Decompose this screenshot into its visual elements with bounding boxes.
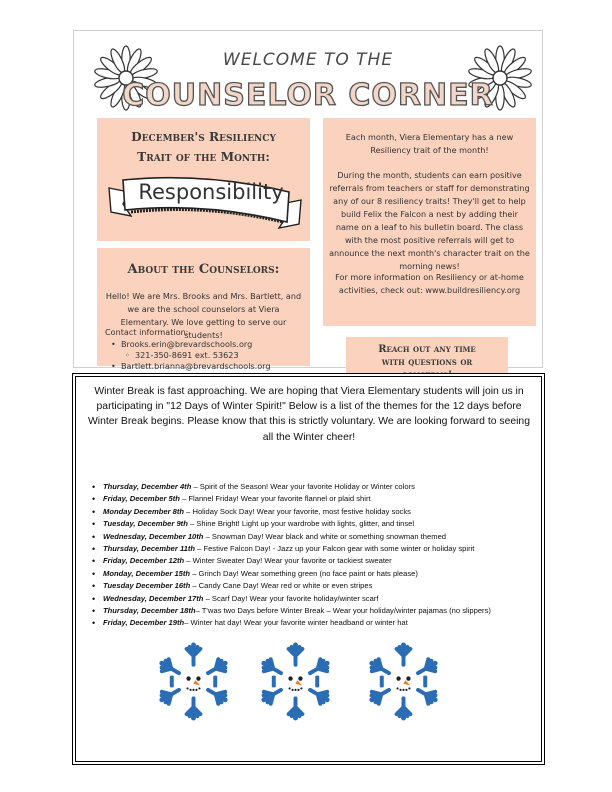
theme-description: – Scarf Day! Wear your favorite holiday/winter scarf — [203, 593, 379, 603]
theme-day: Thursday, December 4th — [103, 482, 192, 491]
theme-item — [91, 593, 537, 605]
theme-item — [91, 493, 537, 505]
theme-list — [91, 481, 537, 630]
contact-email[interactable]: • Bartlett.brianna@brevardschools.org — [109, 361, 309, 372]
resiliency-more-info: For more information on Resiliency or at-home activities, check out: www.buildresiliency.org — [335, 272, 524, 295]
contact-email[interactable]: • Brooks.erin@brevardschools.org — [109, 339, 309, 350]
theme-item — [91, 531, 537, 543]
theme-item — [91, 605, 537, 617]
winter-spirit-panel — [72, 373, 545, 765]
theme-description: – Festive Falcon Day! - Jazz up your Falcon gear with some winter or holiday spirit — [195, 544, 475, 554]
contact-label: Contact information: — [105, 327, 189, 337]
about-counselors-box — [97, 248, 310, 371]
trait-word: Responsibility — [138, 180, 284, 204]
trait-heading — [97, 127, 310, 167]
theme-day: Tuesday December 16th — [103, 581, 191, 591]
theme-item — [91, 555, 537, 567]
theme-description: – T'was two Days before Winter Break – Wear your holiday/winter pajamas (no slippers) — [195, 606, 491, 616]
about-text: Hello! We are Mrs. Brooks and Mrs. Bartlett, and we are the school counselors at Viera Elementary. We love getting to serve our students! — [105, 291, 302, 340]
theme-description: – Snowman Day! Wear black and white or something snowman themed — [203, 531, 447, 541]
page-title: COUNSELOR CORNER — [122, 78, 494, 113]
theme-item — [91, 506, 537, 518]
counselor-corner-newsletter — [73, 30, 543, 371]
contact-phone: ◦ 321-350-8691 ext. 53623 — [109, 350, 309, 361]
trait-heading-line1: December's Resiliency — [131, 130, 276, 144]
snowman-snowflake-icon — [364, 642, 443, 721]
theme-day: Thursday, December 18th — [103, 606, 196, 616]
theme-description: – Holiday Sock Day! Wear your favorite, most festive holiday socks — [184, 506, 411, 516]
theme-item — [91, 481, 537, 493]
resiliency-intro: Each month, Viera Elementary has a new Resiliency trait of the month! — [345, 132, 514, 155]
theme-description: – Spirit of the Season! Wear your favorite Holiday or Winter colors — [191, 482, 415, 491]
about-heading: About the Counselors: — [127, 262, 280, 277]
theme-day: Monday, December 15th — [103, 568, 191, 578]
theme-item — [91, 617, 537, 629]
theme-day: Friday, December 5th — [103, 494, 180, 504]
winter-intro: Winter Break is fast approaching. We are hoping that Viera Elementary students will join us in participating in "12 Days of Winter Spirit!" Below is a list of the themes for the 12 days before Winter Break begins. Please know that this is strictly voluntary. We are looking forward to seeing all the Winter cheer! — [88, 386, 530, 443]
theme-item — [91, 518, 537, 530]
theme-day: Monday December 8th — [103, 506, 185, 516]
snowman-snowflake-icon — [256, 642, 335, 721]
theme-item — [91, 580, 537, 592]
theme-day: Wednesday, December 10th — [103, 531, 204, 541]
resiliency-info-box — [323, 118, 536, 326]
theme-day: Friday, December 12th — [103, 556, 185, 566]
snowman-snowflake-icon — [154, 642, 233, 721]
theme-day: Friday, December 19th — [103, 618, 185, 628]
resiliency-description: During the month, students can earn positive referrals from teachers or staff for demonstrating any of our 8 resiliency traits! They'll get to help build Felix the Falcon a nest by adding their name on a leaf to his bulletin board. The class with the most positive referrals will get to announce the next month's character trait on the morning news! — [329, 170, 530, 271]
theme-day: Wednesday, December 17th — [103, 593, 204, 603]
trait-heading-line2: Trait of the Month: — [137, 150, 270, 164]
theme-item — [91, 543, 537, 555]
theme-description: – Candy Cane Day! Wear red or white or even stripes — [190, 581, 373, 591]
theme-item — [91, 568, 537, 580]
theme-day: Tuesday, December 9th — [103, 519, 188, 529]
reach-out-line2: with questions or — [381, 357, 473, 368]
ribbon-banner — [107, 170, 303, 232]
theme-description: – Shine Bright! Light up your wardrobe with lights, glitter, and tinsel — [187, 519, 415, 529]
theme-description: – Flannel Friday! Wear your favorite flannel or plaid shirt — [179, 494, 371, 504]
theme-description: – Winter hat day! Wear your favorite winter headband or winter hat — [184, 618, 408, 628]
theme-day: Thursday, December 11th — [103, 544, 195, 554]
trait-of-month-box — [97, 118, 310, 241]
welcome-heading: WELCOME TO THE — [222, 50, 394, 70]
theme-description: – Winter Sweater Day! Wear your favorite or tackiest sweater — [184, 556, 392, 566]
reach-out-line1: Reach out any time — [378, 344, 476, 355]
theme-description: – Grinch Day! Wear something green (no face paint or hats please) — [190, 568, 418, 578]
